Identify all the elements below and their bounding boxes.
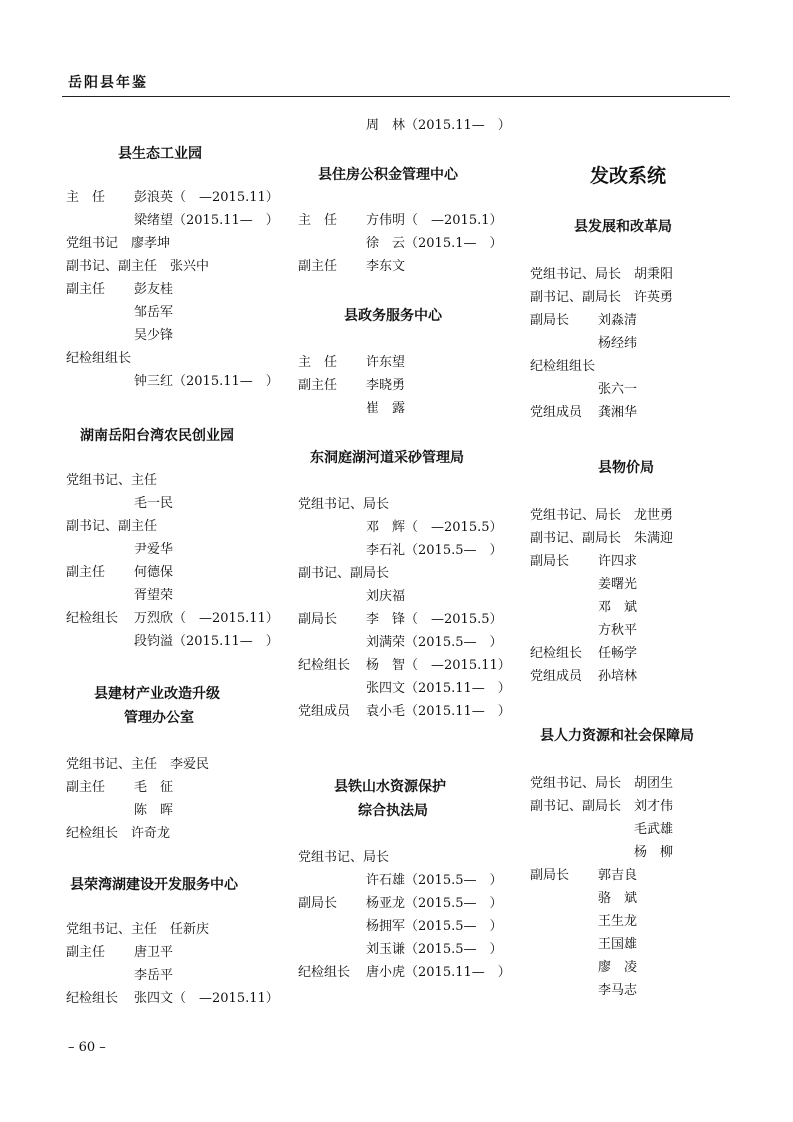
role-label: 党组成员 [298,704,351,719]
section-title-rongwan-lake: 县荣湾湖建设开发服务中心 [70,877,238,893]
role-label: 副局长 [298,896,338,911]
section-title-human-resources: 县人力资源和社会保障局 [540,728,694,744]
section-title-tieshan-water: 县铁山水资源保护 [334,779,446,795]
name-entry: 郭吉良 [598,868,638,883]
name-entry: 李 锋（ —2015.5） [366,612,503,627]
name-entry: 任畅学 [598,646,638,661]
name-entry: 陈 晖 [134,803,174,818]
name-entry: 徐 云（2015.1— ） [366,236,503,251]
role-label: 副局长 [530,313,570,328]
name-entry: 姜曙光 [598,577,638,592]
name-entry: 邹岳军 [134,305,174,320]
name-entry: 张四文（ —2015.11） [134,991,279,1006]
name-entry: 胡秉阳 [634,267,674,282]
section-title-sand-mining: 东洞庭湖河道采砂管理局 [310,450,464,466]
name-entry: 彭浪英（ —2015.11） [134,190,279,205]
role-label: 副主任 [66,780,106,795]
role-label: 纪检组长 [530,646,583,661]
name-entry: 胡团生 [634,776,674,791]
role-label: 副主任 [298,259,338,274]
name-entry: 胥望荣 [134,588,174,603]
name-entry: 刘才伟 [634,799,674,814]
name-entry: 段钧溢（2015.11— ） [134,634,279,649]
role-label: 副局长 [298,612,338,627]
name-entry: 唐卫平 [134,945,174,960]
role-label: 党组书记、局长 [530,776,622,791]
name-entry: 许四求 [598,554,638,569]
role-label: 党组书记、局长 [530,508,622,523]
name-entry: 龙世勇 [634,508,674,523]
name-entry: 刘淼清 [598,313,638,328]
section-title-building-materials-2: 管理办公室 [124,710,194,726]
role-line: 纪检组长 许奇龙 [66,826,171,841]
name-entry: 邓 辉（ —2015.5） [366,520,503,535]
role-label: 副主任 [298,378,338,393]
system-title: 发改系统 [590,165,667,187]
name-entry: 刘庆福 [366,589,406,604]
name-entry: 李石礼（2015.5— ） [366,543,503,558]
name-entry: 许英勇 [634,290,674,305]
name-entry: 钟三红（2015.11— ） [134,374,279,389]
name-entry: 万烈欣（ —2015.11） [134,611,279,626]
role-label: 党组成员 [530,405,583,420]
name-entry: 方伟明（ —2015.1） [366,213,503,228]
name-entry: 杨亚龙（2015.5— ） [366,896,503,911]
section-title-eco-park: 县生态工业园 [118,146,202,162]
name-entry: 杨拥军（2015.5— ） [366,919,503,934]
section-title-taiwan-park: 湖南岳阳台湾农民创业园 [80,428,234,444]
name-entry: 骆 斌 [598,891,638,906]
name-entry: 许东望 [366,355,406,370]
name-entry: 刘玉谦（2015.5— ） [366,942,503,957]
name-entry: 李东文 [366,259,406,274]
name-entry: 王国雄 [598,937,638,952]
name-entry: 毛 征 [134,780,174,795]
name-entry: 刘满荣（2015.5— ） [366,635,503,650]
name-entry: 方秋平 [598,623,638,638]
name-entry: 朱满迎 [634,531,674,546]
role-label: 主 任 [66,190,106,205]
role-label: 主 任 [298,213,338,228]
name-entry: 李岳平 [134,968,174,983]
role-label: 党组书记、局长 [298,497,390,512]
name-entry: 张六一 [598,382,638,397]
role-label: 纪检组组长 [530,359,596,374]
section-title-government-services: 县政务服务中心 [344,308,442,324]
role-label: 副局长 [530,868,570,883]
role-label: 副书记、副局长 [298,566,390,581]
role-label: 纪检组长 [298,658,351,673]
name-entry: 孙培林 [598,669,638,684]
role-label: 副书记、副主任 [66,519,158,534]
section-title-tieshan-water-2: 综合执法局 [358,803,428,819]
role-label: 副主任 [66,282,106,297]
role-label: 副书记、副局长 [530,290,622,305]
name-entry: 廖 凌 [598,960,638,975]
role-label: 纪检组长 [66,611,119,626]
role-line: 党组书记 廖孝坤 [66,236,171,251]
name-entry: 周 林（2015.11— ） [366,118,511,133]
role-label: 副主任 [66,945,106,960]
name-entry: 王生龙 [598,914,638,929]
name-entry: 袁小毛（2015.11— ） [366,704,511,719]
name-entry: 彭友桂 [134,282,174,297]
name-entry: 唐小虎（2015.11— ） [366,965,511,980]
section-title-development-reform: 县发展和改革局 [574,219,672,235]
name-entry: 梁绪望（2015.11— ） [134,213,279,228]
role-label: 副主任 [66,565,106,580]
name-entry: 吴少锋 [134,328,174,343]
section-title-housing-fund: 县住房公积金管理中心 [318,167,458,183]
role-label: 副书记、副局长 [530,799,622,814]
name-entry: 何德保 [134,565,174,580]
name-entry: 李马志 [598,983,638,998]
name-entry: 龚湘华 [598,405,638,420]
name-entry: 杨经纬 [598,336,638,351]
name-entry: 毛武雄 [634,822,674,837]
role-label: 党组成员 [530,669,583,684]
role-label: 主 任 [298,355,338,370]
role-label: 纪检组组长 [66,351,132,366]
name-entry: 崔 露 [366,401,406,416]
role-label: 副局长 [530,554,570,569]
running-header: 岳阳县年鉴 [68,75,148,91]
role-line: 党组书记、主任 李爱民 [66,757,210,772]
section-title-building-materials: 县建材产业改造升级 [94,686,220,702]
section-title-price-bureau: 县物价局 [598,460,654,476]
name-entry: 杨 柳 [634,845,674,860]
page-number: – 60 – [68,1040,106,1055]
name-entry: 邓 斌 [598,600,638,615]
header-rule [62,96,730,97]
name-entry: 许石雄（2015.5— ） [366,873,503,888]
role-line: 副书记、副主任 张兴中 [66,259,210,274]
name-entry: 毛一民 [134,496,174,511]
name-entry: 李晓勇 [366,378,406,393]
role-label: 副书记、副局长 [530,531,622,546]
role-label: 纪检组长 [298,965,351,980]
role-line: 党组书记、主任 任新庆 [66,922,210,937]
role-label: 纪检组长 [66,991,119,1006]
role-label: 党组书记、主任 [66,473,158,488]
name-entry: 张四文（2015.11— ） [366,681,511,696]
name-entry: 杨 智（ —2015.11） [366,658,511,673]
role-label: 党组书记、局长 [298,850,390,865]
name-entry: 尹爱华 [134,542,174,557]
role-label: 党组书记、局长 [530,267,622,282]
